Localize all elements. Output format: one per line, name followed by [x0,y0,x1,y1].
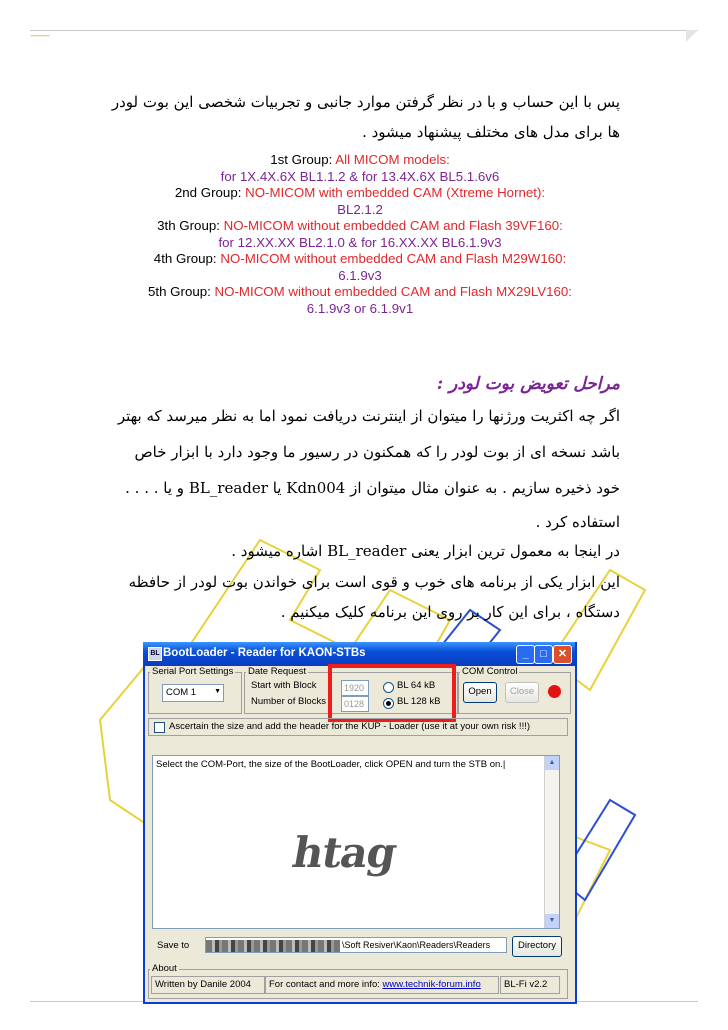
group-label: 3th Group: [157,218,220,233]
log-scrollbar[interactable] [544,756,559,928]
bootloader-window [143,642,577,1004]
group-2 [100,185,620,202]
forum-link[interactable]: www.technik-forum.info [382,979,481,990]
app-icon: BL [148,647,162,661]
start-block-input[interactable]: 1920 [341,680,369,696]
tool-name: BL_reader [188,479,268,497]
intro-line-2: ها برای مدل های مختلف پیشنهاد میشود . [362,123,620,141]
serial-port-label: Serial Port Settings [152,666,234,677]
number-blocks-input[interactable]: 0128 [341,696,369,712]
com-control-label: COM Control [462,666,518,677]
close-window-button[interactable]: ✕ [553,645,572,664]
status-led-icon [548,685,561,698]
section-heading: مراحل تعویض بوت لودر : [436,374,620,394]
body-line-3 [125,479,620,497]
corner-marker-icon: ⸺ [30,28,51,42]
htag-logo: htag [288,828,400,877]
directory-button[interactable]: Directory [512,936,562,957]
group-4 [100,251,620,268]
body-line-5 [231,542,620,560]
ascertain-checkbox[interactable] [154,722,165,733]
chevron-down-icon: ▼ [214,688,221,695]
log-text: Select the COM-Port, the size of the BootLoader, click OPEN and turn the STB on.| [156,759,506,770]
body-text: خود ذخیره سازیم . به عنوان مثال میتوان از [350,479,620,497]
group-label: 4th Group: [153,251,217,266]
group-sub: 6.1.9v3 [338,267,382,283]
group-sub: for 12.XX.XX BL2.1.0 & for 16.XX.XX BL6.1.9v3 [218,234,502,250]
body-line-4: استفاده کرد . [535,513,620,531]
save-path-value: \Soft Resiver\Kaon\Readers\Readers [342,940,491,950]
group-text: All MICOM models: [335,152,450,167]
group-sub: BL2.1.2 [337,201,383,217]
group-3 [100,218,620,235]
bl128-label: BL 128 kB [397,696,441,707]
contact-cell [265,976,499,994]
group-1 [100,152,620,169]
tool-name: Kdn004 [286,479,346,497]
body-text: در اینجا به معمول ترین ابزار یعنی [411,542,620,560]
version-cell: BL-Fi v2.2 [500,976,560,994]
group-text: NO-MICOM without embedded CAM and Flash M29W160: [220,251,567,266]
com-port-select[interactable] [162,684,224,702]
date-request-label: Date Request [248,666,307,677]
minimize-button[interactable]: _ [516,645,535,664]
bl64-label: BL 64 kB [397,680,436,691]
page-fold-icon [686,30,698,42]
ascertain-label: Ascertain the size and add the header for the KUP - Loader (use it at your own risk !!!) [169,721,531,732]
group-text: NO-MICOM without embedded CAM and Flash MX29LV160: [214,284,572,299]
group-sub: for 1X.4X.6X BL1.1.2 & for 13.4X.6X BL5.1.6v6 [220,168,500,184]
maximize-button[interactable]: □ [534,645,553,664]
save-path-input[interactable] [205,937,507,953]
group-5 [100,284,620,301]
group-text: NO-MICOM with embedded CAM (Xtreme Hornet): [245,185,546,200]
number-blocks-label: Number of Blocks [251,696,326,707]
log-output[interactable] [152,755,560,929]
body-text: یا [272,479,282,497]
intro-line-1: پس با این حساب و با در نظر گرفتن موارد جانبی و تجربیات شخصی این بوت لودر [111,93,620,111]
tool-name: BL_reader [327,542,407,560]
body-text: و یا . . . . [125,479,185,497]
close-button[interactable]: Close [505,682,539,703]
body-text: اشاره میشود . [231,542,323,560]
scroll-down-icon[interactable]: ▼ [545,914,559,928]
group-sub: 6.1.9v3 or 6.1.9v1 [306,300,414,316]
group-label: 5th Group: [148,284,211,299]
body-line-7: دستگاه ، برای این کار بر روی این برنامه کلیک میکنیم . [280,603,620,621]
highlight-box [328,664,456,722]
body-line-6: این ابزار یکی از برنامه های خوب و قوی است برای خواندن بوت لودر از حافظه [128,573,620,591]
contact-label: For contact and more info: [269,979,380,990]
open-button[interactable]: Open [463,682,497,703]
com-port-value: COM 1 [166,687,197,698]
body-line-2: باشد نسخه ای از بوت لودر را که همکنون در رسیور ما وجود دارد با ابزار خاص [134,443,620,461]
blurred-path [206,940,340,952]
group-label: 1st Group: [270,152,333,167]
window-title: BootLoader - Reader for KAON-STBs [163,647,366,659]
group-text: NO-MICOM without embedded CAM and Flash 39VF160: [223,218,563,233]
group-list [100,152,620,317]
save-to-label: Save to [157,940,190,951]
title-bar[interactable] [143,642,575,666]
about-label: About [152,963,177,974]
group-label: 2nd Group: [174,185,242,200]
body-line-1: اگر چه اکثریت ورژنها را میتوان از اینترنت دریافت نمود اما به نظر میرسد که بهتر [117,407,620,425]
start-block-label: Start with Block [251,680,317,691]
author-cell: Written by Danile 2004 [151,976,265,994]
scroll-up-icon[interactable]: ▲ [545,756,559,770]
